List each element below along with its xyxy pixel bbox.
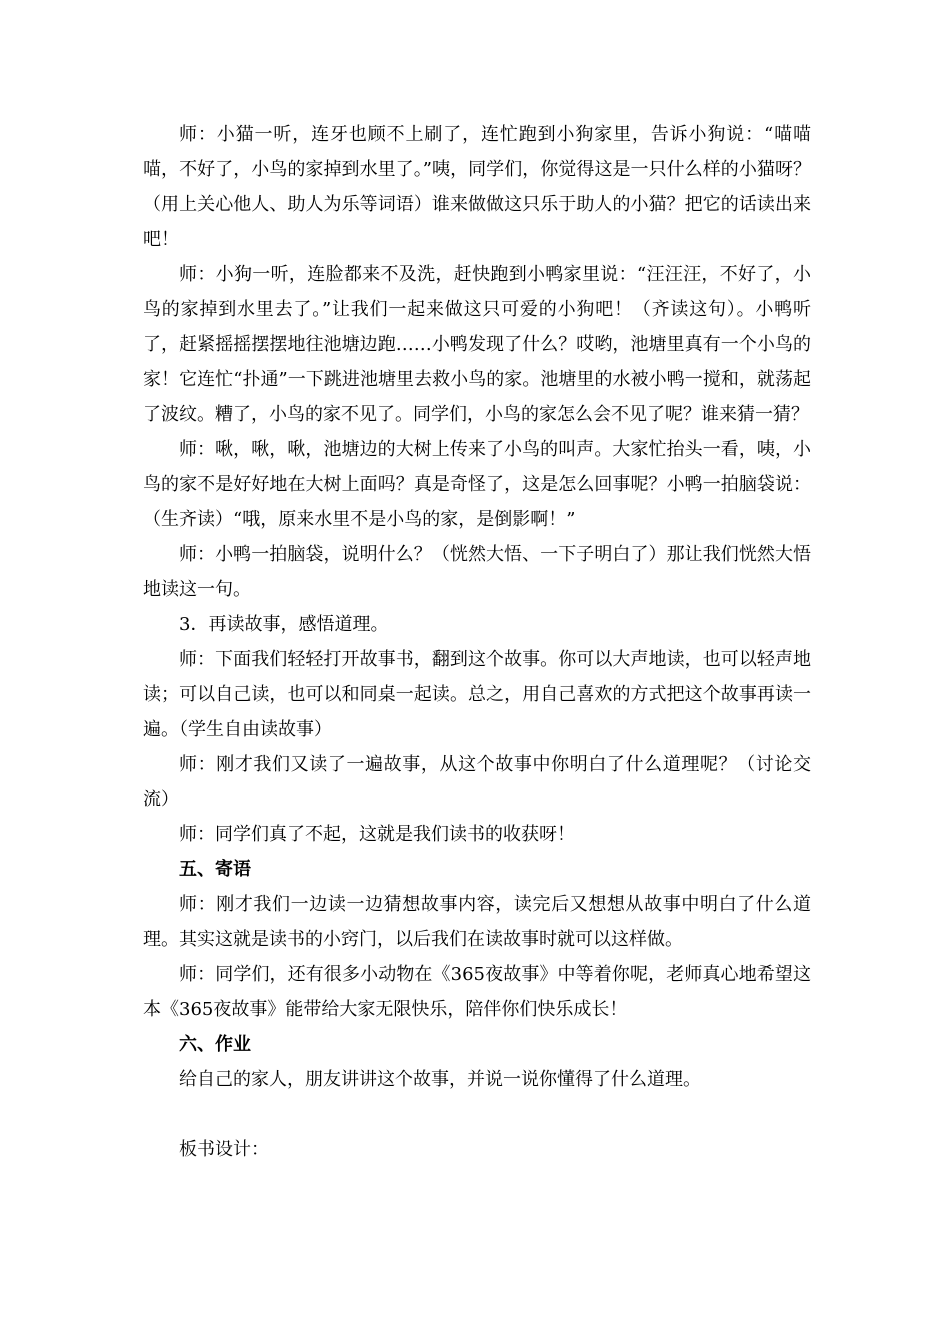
section-heading-homework: 六、作业: [179, 1034, 251, 1055]
paragraph-cat: 师：小猫一听，连牙也顾不上刷了，连忙跑到小狗家里，告诉小狗说：“喵喵喵，不好了，小鸟的家掉到水里了。”咦，同学们，你觉得这是一只什么样的小猫呀？（用上关心他人、助人为乐等词语）谁来做做这只乐于助人的小猫？把它的话读出来吧！: [143, 124, 811, 250]
paragraph-praise: 师：同学们真了不起，这就是我们读书的收获呀！: [179, 824, 575, 845]
paragraph-reading-tip: 师：刚才我们一边读一边猜想故事内容，读完后又想想从故事中明白了什么道理。其实这就是读书的小窍门，以后我们在读故事时就可以这样做。: [143, 894, 811, 950]
paragraph-bird-call: 师：啾，啾，啾，池塘边的大树上传来了小鸟的叫声。大家忙抬头一看，咦，小鸟的家不是好好地在大树上面吗？真是奇怪了，这是怎么回事呢？小鸭一拍脑袋说：（生齐读）“哦，原来水里不是小鸟的家，是倒影啊！”: [143, 439, 811, 530]
paragraph-open-book: 师：下面我们轻轻打开故事书，翻到这个故事。你可以大声地读，也可以轻声地读；可以自己读，也可以和同桌一起读。总之，用自己喜欢的方式把这个故事再读一遍。（学生自由读故事）: [143, 649, 811, 740]
paragraph-homework: 给自己的家人，朋友讲讲这个故事，并说一说你懂得了什么道理。: [179, 1069, 701, 1090]
step-reread-story: 3．再读故事，感悟道理。: [179, 614, 389, 635]
board-design-label: 板书设计：: [179, 1139, 269, 1160]
blank-line: [143, 1097, 811, 1132]
paragraph-365-stories: 师：同学们，还有很多小动物在《365夜故事》中等着你呢，老师真心地希望这本《365夜故事》能带给大家无限快乐，陪伴你们快乐成长！: [143, 964, 811, 1020]
paragraph-discussion: 师：刚才我们又读了一遍故事，从这个故事中你明白了什么道理呢？（讨论交流）: [143, 754, 811, 810]
section-heading-message: 五、寄语: [179, 859, 251, 880]
document-page: [143, 117, 811, 1167]
paragraph-dog-duck: 师：小狗一听，连脸都来不及洗，赶快跑到小鸭家里说：“汪汪汪，不好了，小鸟的家掉到水里去了。”让我们一起来做这只可爱的小狗吧！（齐读这句）。小鸭听了，赶紧摇摇摆摆地往池塘边跑……小鸭发现了什么？哎哟，池塘里真有一个小鸟的家！它连忙“扑通”一下跳进池塘里去救小鸟的家。池塘里的水被小鸭一搅和，就荡起了波纹。糟了，小鸟的家不见了。同学们，小鸟的家怎么会不见了呢？谁来猜一猜？: [143, 264, 811, 425]
paragraph-duck-realize: 师：小鸭一拍脑袋，说明什么？（恍然大悟、一下子明白了）那让我们恍然大悟地读这一句。: [143, 544, 811, 600]
